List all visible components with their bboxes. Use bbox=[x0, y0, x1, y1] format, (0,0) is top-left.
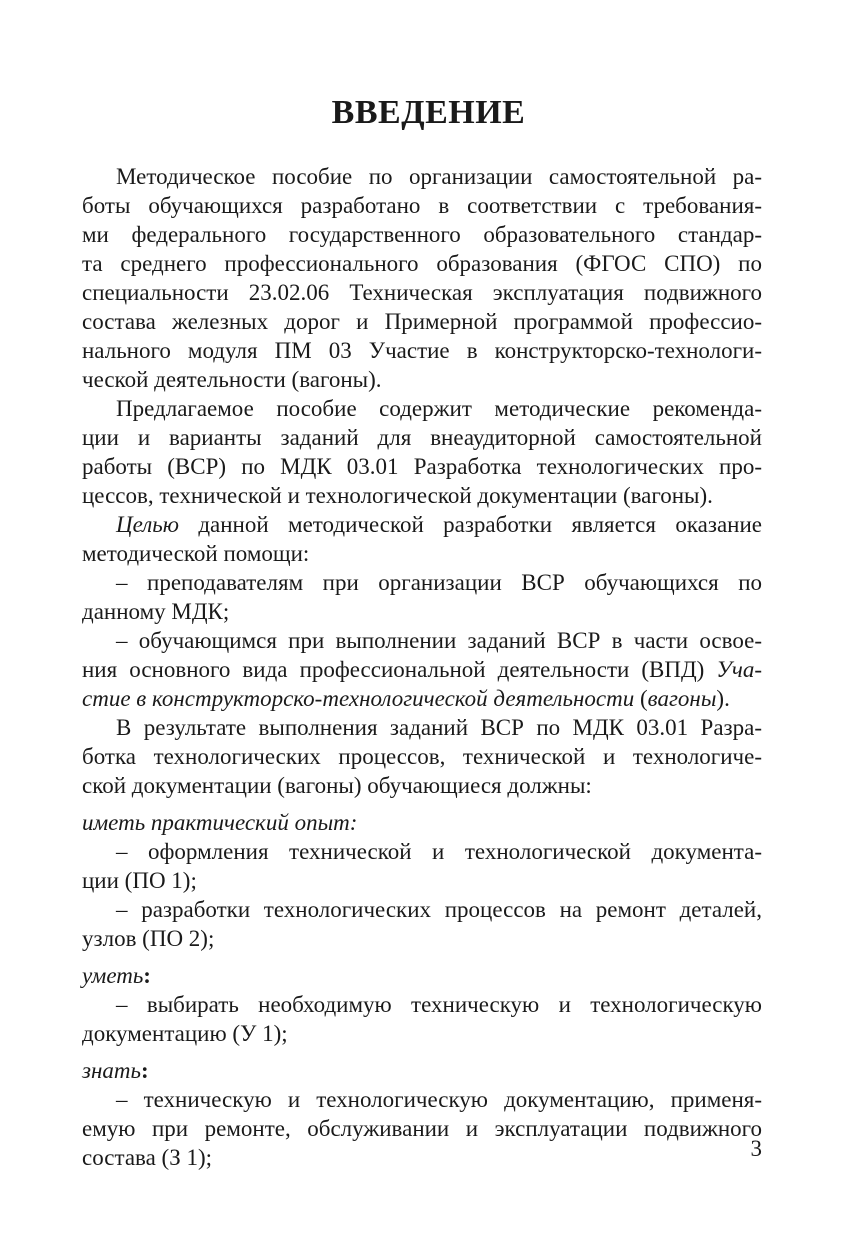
text-line: В результате выполнения заданий ВСР по МДК 03.01 Разра- bbox=[116, 715, 762, 740]
text-segment: ). bbox=[716, 686, 730, 711]
text-segment: ( bbox=[634, 686, 648, 711]
text-line: цессов, технической и технологической документации (вагоны). bbox=[82, 483, 713, 508]
section-heading-knowledge bbox=[82, 1056, 762, 1085]
goal-line-rest: данной методической разработки является оказание bbox=[178, 512, 762, 537]
text-line: – выбирать необходимую техническую и технологическую bbox=[116, 992, 762, 1017]
paragraph-results bbox=[82, 713, 762, 800]
text-line: – обучающимся при выполнении заданий ВСР в части освое- bbox=[116, 628, 762, 653]
text-segment-italic: стие в конструкторско-технологической деятельности bbox=[82, 686, 635, 711]
section-heading-experience: иметь практический опыт: bbox=[82, 810, 358, 835]
text-line: – оформления технической и технологической документа- bbox=[116, 839, 762, 864]
text-line: состава (З 1); bbox=[82, 1145, 213, 1170]
text-line: Методическое пособие по организации самостоятельной ра- bbox=[116, 164, 762, 189]
text-line: ми федерального государственного образовательного стандар- bbox=[82, 222, 762, 247]
knowledge-colon: : bbox=[140, 1058, 149, 1083]
text-line: – разработки технологических процессов на ремонт деталей, bbox=[116, 897, 762, 922]
list-item bbox=[82, 837, 762, 895]
paragraph-goal bbox=[82, 510, 762, 568]
text-line bbox=[82, 655, 762, 684]
text-segment: ния основного вида профессиональной деятельности (ВПД) bbox=[82, 657, 717, 682]
text-line: работы (ВСР) по МДК 03.01 Разработка технологических про- bbox=[82, 454, 762, 479]
knowledge-label: знать bbox=[82, 1058, 141, 1083]
text-line: ции (ПО 1); bbox=[82, 868, 197, 893]
skills-colon: : bbox=[143, 963, 151, 988]
text-line: специальности 23.02.06 Техническая эксплуатация подвижного bbox=[82, 280, 762, 305]
skills-label: уметь bbox=[82, 963, 144, 988]
text-segment-italic: вагоны bbox=[647, 686, 717, 711]
text-line: документацию (У 1); bbox=[82, 1021, 288, 1046]
section-heading-skills bbox=[82, 961, 762, 990]
text-line: ботка технологических процессов, технической и технологиче- bbox=[82, 744, 762, 769]
text-line: методической помощи: bbox=[82, 541, 310, 566]
text-line: – техническую и технологическую документацию, применя- bbox=[116, 1087, 762, 1112]
text-line: ции и варианты заданий для внеаудиторной самостоятельной bbox=[82, 425, 762, 450]
list-item bbox=[82, 990, 762, 1048]
page-number: 3 bbox=[750, 1136, 762, 1161]
list-item bbox=[82, 626, 762, 713]
text-line: данному МДК; bbox=[82, 599, 230, 624]
text-line bbox=[82, 510, 762, 539]
text-line: состава железных дорог и Примерной программой профессио- bbox=[82, 309, 762, 334]
paragraph-intro bbox=[82, 162, 762, 394]
text-line: ской документации (вагоны) обучающиеся должны: bbox=[82, 773, 592, 798]
document-body bbox=[82, 162, 762, 1172]
text-line bbox=[82, 684, 762, 713]
text-line: та среднего профессионального образования (ФГОС СПО) по bbox=[82, 251, 762, 276]
text-line: – преподавателям при организации ВСР обучающихся по bbox=[116, 570, 762, 595]
goal-italic-word: Целью bbox=[116, 512, 179, 537]
paragraph-contents bbox=[82, 394, 762, 510]
list-item bbox=[82, 568, 762, 626]
list-item bbox=[82, 895, 762, 953]
text-segment-italic: Уча- bbox=[716, 657, 762, 682]
text-line: ческой деятельности (вагоны). bbox=[82, 367, 382, 392]
page-title: ВВЕДЕНИЕ bbox=[331, 94, 526, 131]
text-line: узлов (ПО 2); bbox=[82, 926, 215, 951]
list-item bbox=[82, 1085, 762, 1172]
text-line: емую при ремонте, обслуживании и эксплуатации подвижного bbox=[82, 1116, 762, 1141]
text-line: нального модуля ПМ 03 Участие в конструкторско-технологи- bbox=[82, 338, 762, 363]
text-line: Предлагаемое пособие содержит методические рекоменда- bbox=[116, 396, 762, 421]
text-line: боты обучающихся разработано в соответствии с требования- bbox=[82, 193, 762, 218]
